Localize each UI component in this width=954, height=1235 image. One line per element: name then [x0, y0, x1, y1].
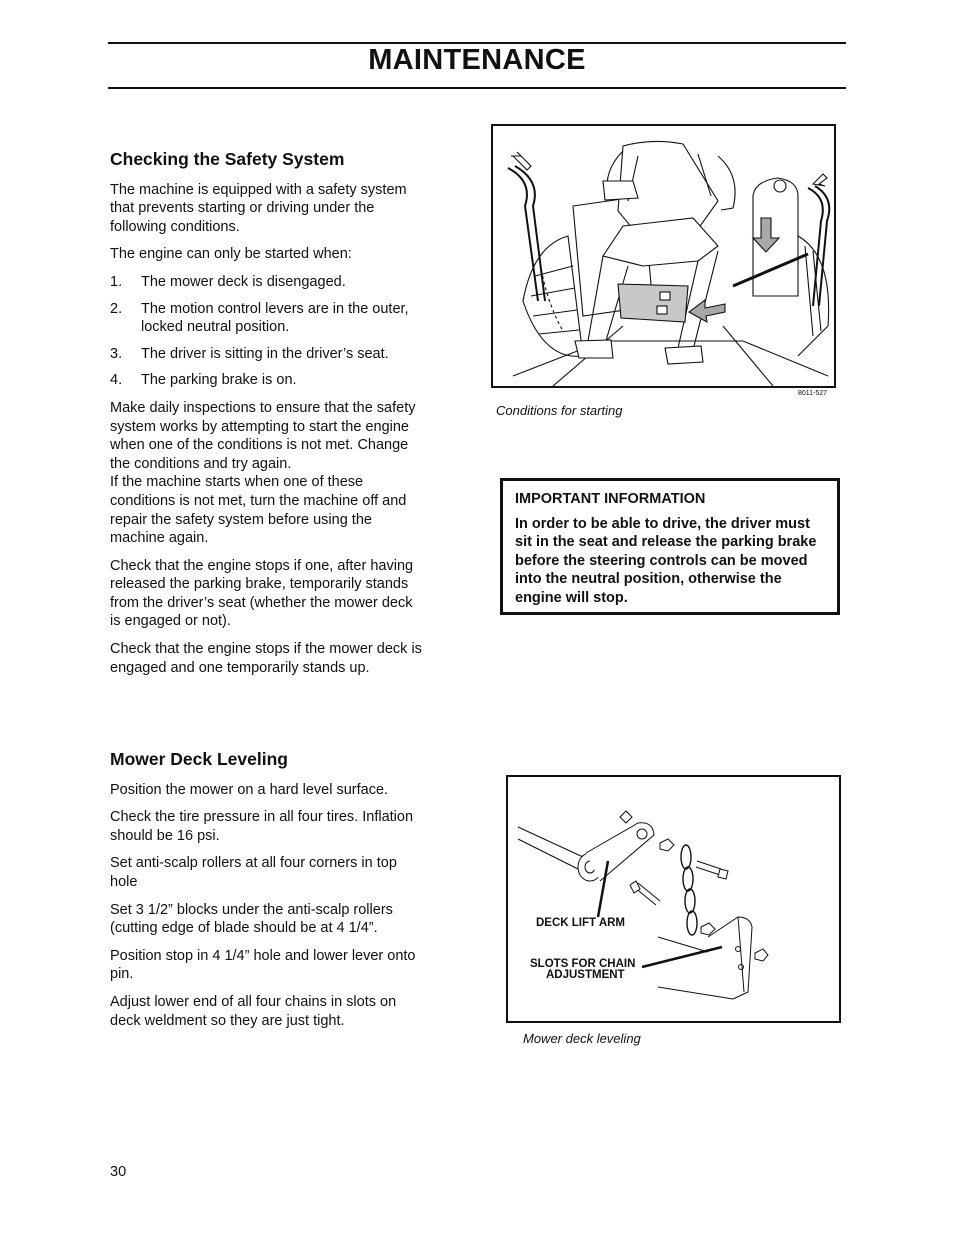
- starting-conditions-figure: [491, 124, 836, 388]
- important-text: In order to be able to drive, the driver must sit in the seat and release the parking brake before the steering controls can be moved into the neutral position, otherwise the engine will stop.: [515, 515, 817, 606]
- important-information-box: [500, 478, 840, 615]
- safety-intro: The machine is equipped with a safety system that prevents starting or driving under the following conditions.: [110, 181, 407, 235]
- deck-lift-arm-label: DECK LIFT ARM: [536, 917, 626, 929]
- leveling-step: Adjust lower end of all four chains in slots on deck weldment so they are just tight.: [110, 993, 397, 1029]
- slots-label-line-2: ADJUSTMENT: [546, 969, 625, 981]
- leveling-step: Set anti-scalp rollers at all four corners in top hole: [110, 855, 397, 890]
- list-item: 1. The mower deck is disengaged.: [110, 273, 346, 290]
- safety-inspect-2: If the machine starts when one of these conditions is not met, turn the machine off and repair the safety system before using the machine again.: [110, 474, 407, 547]
- leveling-heading: Mower Deck Leveling: [110, 749, 288, 769]
- safety-heading: Checking the Safety System: [110, 149, 345, 169]
- mower-operator-illustration: [493, 126, 834, 386]
- figure-caption: Conditions for starting: [496, 403, 623, 418]
- safety-section: [110, 150, 425, 686]
- safety-start-when: The engine can only be started when:: [110, 246, 352, 263]
- leveling-section: [110, 750, 425, 1039]
- header-bottom-rule: [108, 87, 846, 89]
- list-item: 3. The driver is sitting in the driver’s seat.: [110, 345, 389, 362]
- safety-check-2: Check that the engine stops if the mower deck is engaged and one temporarily stands up.: [110, 641, 422, 676]
- list-item: 4. The parking brake is on.: [110, 372, 297, 389]
- safety-check-1: Check that the engine stops if one, after having released the parking brake, temporarily stands from the driver’s seat (whether the mower deck is engaged or not).: [110, 557, 414, 630]
- page-number: 30: [110, 1164, 127, 1180]
- safety-conditions-list: [110, 273, 425, 390]
- safety-inspect-1: Make daily inspections to ensure that the safety system works by attempting to start the engine when one of the conditions is not met. Change the conditions and try again.: [110, 399, 416, 472]
- leveling-step: Position stop in 4 1/4” hole and lower lever onto pin.: [110, 947, 416, 983]
- important-heading: IMPORTANT INFORMATION: [515, 491, 706, 507]
- slots-label-line-1: SLOTS FOR CHAIN: [530, 958, 636, 970]
- figure-caption: Mower deck leveling: [523, 1031, 641, 1046]
- leveling-step: Position the mower on a hard level surface.: [110, 781, 389, 798]
- list-item: 2. The motion control levers are in the outer, locked neutral position.: [110, 300, 409, 336]
- figure-part-number: 8011-527: [798, 390, 828, 397]
- leveling-step: Check the tire pressure in all four tires. Inflation should be 16 psi.: [110, 809, 414, 844]
- leveling-step: Set 3 1/2” blocks under the anti-scalp rollers (cutting edge of blade should be at 4 1/4”.: [110, 901, 393, 937]
- page-title: MAINTENANCE: [368, 44, 586, 76]
- deck-leveling-illustration: [508, 777, 839, 1021]
- deck-leveling-figure: [506, 775, 841, 1023]
